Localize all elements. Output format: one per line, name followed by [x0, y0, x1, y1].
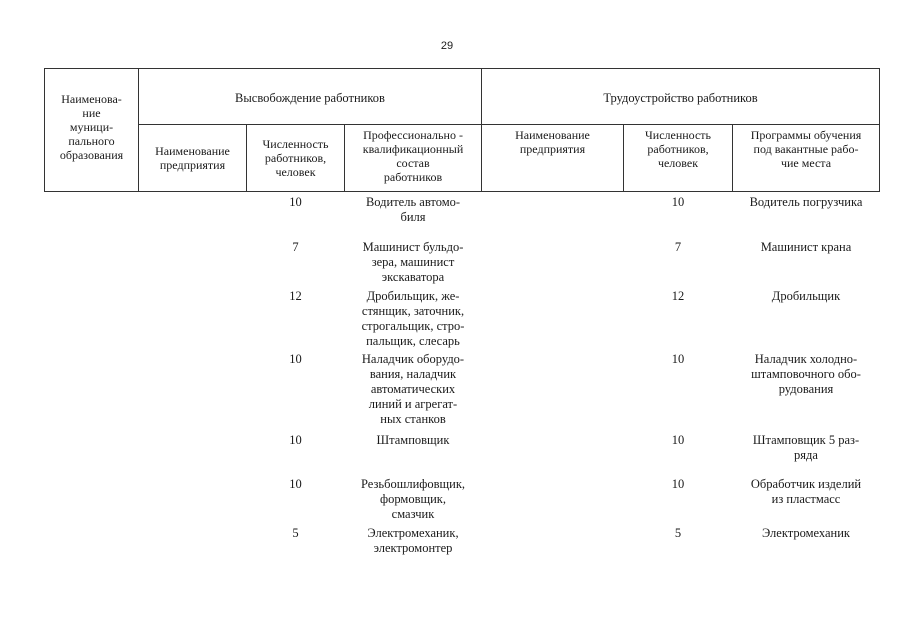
header-employment-group: Трудоустройство работников — [603, 91, 758, 105]
header-release-group: Высвобождение работников — [235, 91, 385, 105]
header-line: работников, — [264, 151, 327, 165]
header-release-count — [247, 137, 344, 179]
cell-line: пальщик, слесарь — [366, 334, 460, 348]
release-count-cell: 10 — [289, 433, 302, 447]
program-cell — [733, 433, 879, 463]
cell-line: формовщик, — [380, 492, 446, 506]
column-divider — [138, 68, 139, 192]
cell-line: вания, наладчик — [369, 367, 457, 381]
page-number: 29 — [440, 40, 454, 52]
cell-line: Водитель погрузчика — [749, 195, 863, 209]
header-line: образования — [59, 148, 124, 162]
cell-line: стянщик, заточник, — [361, 304, 465, 318]
release-count-cell: 5 — [292, 526, 299, 540]
cell-line: биля — [400, 210, 426, 224]
qualification-cell — [345, 526, 481, 556]
table-header-bottom-border — [44, 191, 880, 192]
header-employment-enterprise — [482, 128, 623, 156]
header-employment-programs — [733, 128, 879, 170]
cell-line: ных станков — [380, 412, 446, 426]
header-municipality — [45, 92, 138, 162]
header-line: Наименова- — [61, 92, 122, 106]
header-line: под вакантные рабо- — [753, 142, 859, 156]
cell-line: Машинист бульдо- — [362, 240, 464, 254]
cell-line: Водитель автомо- — [365, 195, 461, 209]
header-line: муници- — [69, 120, 114, 134]
header-line: предприятия — [159, 158, 226, 172]
program-cell — [733, 240, 879, 255]
qualification-cell — [345, 352, 481, 427]
employment-count-cell: 5 — [674, 526, 682, 540]
header-line: человек — [275, 165, 316, 179]
cell-line: Обработчик изделий — [750, 477, 862, 491]
employment-count-cell: 10 — [671, 195, 685, 209]
qualification-cell — [345, 195, 481, 225]
header-line: Наименование — [515, 128, 590, 142]
header-line: пального — [68, 134, 115, 148]
header-line: человек — [657, 156, 699, 170]
cell-line: Машинист крана — [760, 240, 852, 254]
header-line: Наименование — [155, 144, 230, 158]
cell-line: зера, машинист — [371, 255, 455, 269]
table-right-border — [879, 68, 880, 192]
cell-line: Резьбошлифовщик, — [360, 477, 466, 491]
cell-line: Электромеханик, — [367, 526, 459, 540]
header-line: чие места — [780, 156, 832, 170]
cell-line: линий и агрегат- — [368, 397, 458, 411]
header-line: работников — [383, 170, 443, 184]
program-cell — [733, 526, 879, 541]
header-employment-count — [624, 128, 732, 170]
employment-count-cell: 12 — [671, 289, 685, 303]
release-count-cell: 10 — [289, 352, 302, 366]
cell-line: штамповочного обо- — [751, 367, 861, 381]
cell-line: строгальщик, стро- — [361, 319, 465, 333]
release-count-cell: 7 — [292, 240, 299, 254]
qualification-cell — [345, 433, 481, 448]
cell-line: ряда — [794, 448, 818, 462]
cell-line: Наладчик оборудо- — [361, 352, 465, 366]
cell-line: Дробильщик, же- — [366, 289, 460, 303]
qualification-cell — [345, 289, 481, 349]
program-cell — [733, 289, 879, 304]
cell-line: экскаватора — [381, 270, 445, 284]
program-cell — [733, 477, 879, 507]
cell-line: Наладчик холодно- — [754, 352, 858, 366]
cell-line: Дробильщик — [771, 289, 841, 303]
header-line: состав — [396, 156, 430, 170]
cell-line: Штамповщик 5 раз- — [752, 433, 860, 447]
program-cell — [733, 195, 879, 210]
header-line: ние — [82, 106, 101, 120]
cell-line: смазчик — [391, 507, 435, 521]
employment-count-cell: 10 — [671, 433, 685, 447]
release-count-cell: 10 — [289, 477, 302, 491]
cell-line: рудования — [778, 382, 834, 396]
header-line: Численность — [262, 137, 329, 151]
header-line: квалификационный — [362, 142, 464, 156]
release-count-cell: 10 — [289, 195, 302, 209]
header-line: Профессионально - — [363, 128, 463, 142]
table-top-border — [44, 68, 880, 69]
header-line: Численность — [644, 128, 712, 142]
employment-count-cell: 7 — [674, 240, 682, 254]
qualification-cell — [345, 477, 481, 522]
header-release-enterprise — [139, 144, 246, 172]
release-count-cell: 12 — [289, 289, 302, 303]
cell-line: Штамповщик — [376, 433, 450, 447]
program-cell — [733, 352, 879, 397]
cell-line: электромонтер — [373, 541, 453, 555]
employment-count-cell: 10 — [671, 477, 685, 491]
employment-count-cell: 10 — [671, 352, 685, 366]
header-line: Программы обучения — [750, 128, 862, 142]
header-line: работников, — [647, 142, 709, 156]
cell-line: из пластмасс — [771, 492, 841, 506]
cell-line: Электромеханик — [761, 526, 851, 540]
qualification-cell — [345, 240, 481, 285]
header-release-qualification — [345, 128, 481, 184]
subheader-divider — [138, 124, 880, 125]
cell-line: автоматических — [370, 382, 456, 396]
header-line: предприятия — [519, 142, 586, 156]
